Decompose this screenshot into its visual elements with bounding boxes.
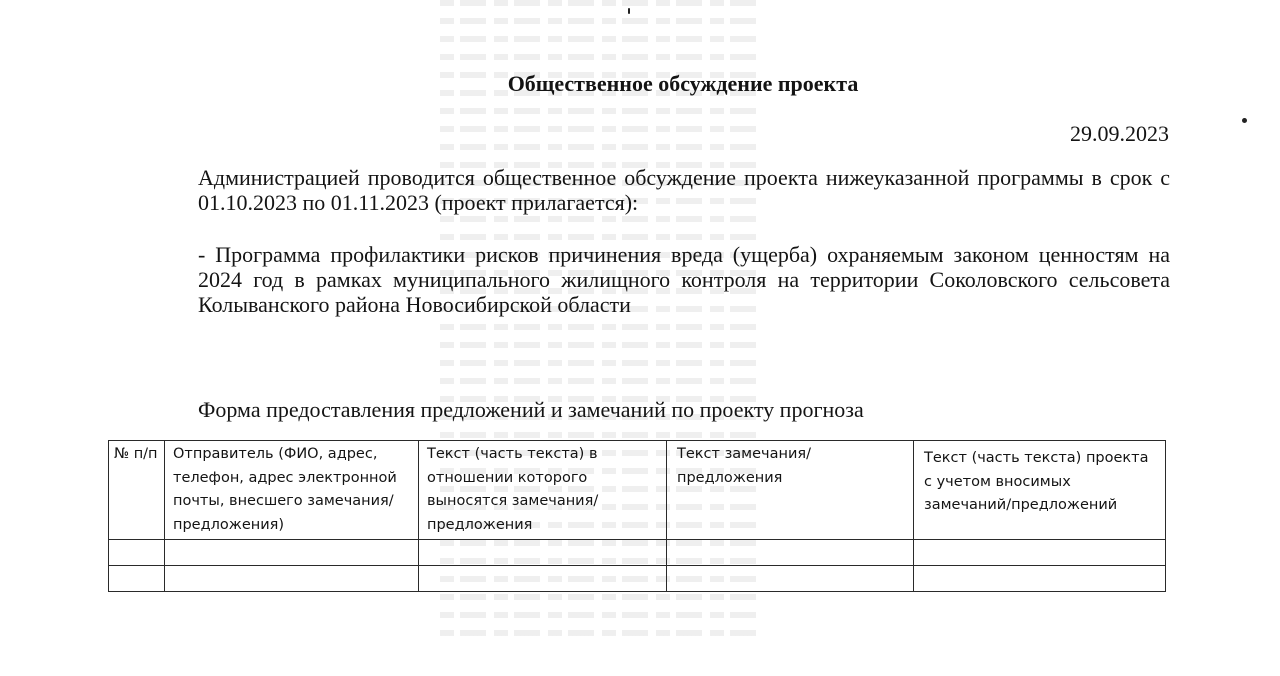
column-header-comment-text: Текст замечания/предложения xyxy=(667,441,914,540)
table-cell xyxy=(109,566,165,592)
table-row xyxy=(109,540,1166,566)
table-cell xyxy=(914,540,1166,566)
table-row xyxy=(109,566,1166,592)
table-cell xyxy=(165,566,419,592)
table-cell xyxy=(109,540,165,566)
column-header-sender: Отправитель (ФИО, адрес, телефон, адрес электронной почты, внесшего замечания/предложения) xyxy=(165,441,419,540)
scan-speck xyxy=(1242,118,1247,123)
announcement-paragraph: Администрацией проводится общественное обсуждение проекта нижеуказанной программы в срок с 01.10.2023 по 01.11.2023 (проект прилагается): xyxy=(198,165,1170,215)
feedback-form-table xyxy=(108,440,1166,592)
form-caption: Форма предоставления предложений и замечаний по проекту прогноза xyxy=(198,397,864,422)
column-header-number: № п/п xyxy=(109,441,165,540)
document-title: Общественное обсуждение проекта xyxy=(507,71,859,96)
table-cell xyxy=(667,540,914,566)
column-header-source-text: Текст (часть текста) в отношении которого выносятся замечания/предложения xyxy=(419,441,667,540)
table-cell xyxy=(165,540,419,566)
document-date: 29.09.2023 xyxy=(1070,121,1169,146)
table-cell xyxy=(914,566,1166,592)
column-header-revised-text: Текст (часть текста) проекта с учетом вносимых замечаний/предложений xyxy=(914,441,1166,540)
table-cell xyxy=(419,566,667,592)
scan-speck xyxy=(628,8,630,14)
program-paragraph: - Программа профилактики рисков причинения вреда (ущерба) охраняемым законом ценностям на 2024 год в рамках муниципального жилищного контроля на территории Соколовского сельсовета Колыванского района Новосибирской области xyxy=(198,242,1170,317)
table-header-row xyxy=(109,441,1166,540)
table-cell xyxy=(667,566,914,592)
table-cell xyxy=(419,540,667,566)
